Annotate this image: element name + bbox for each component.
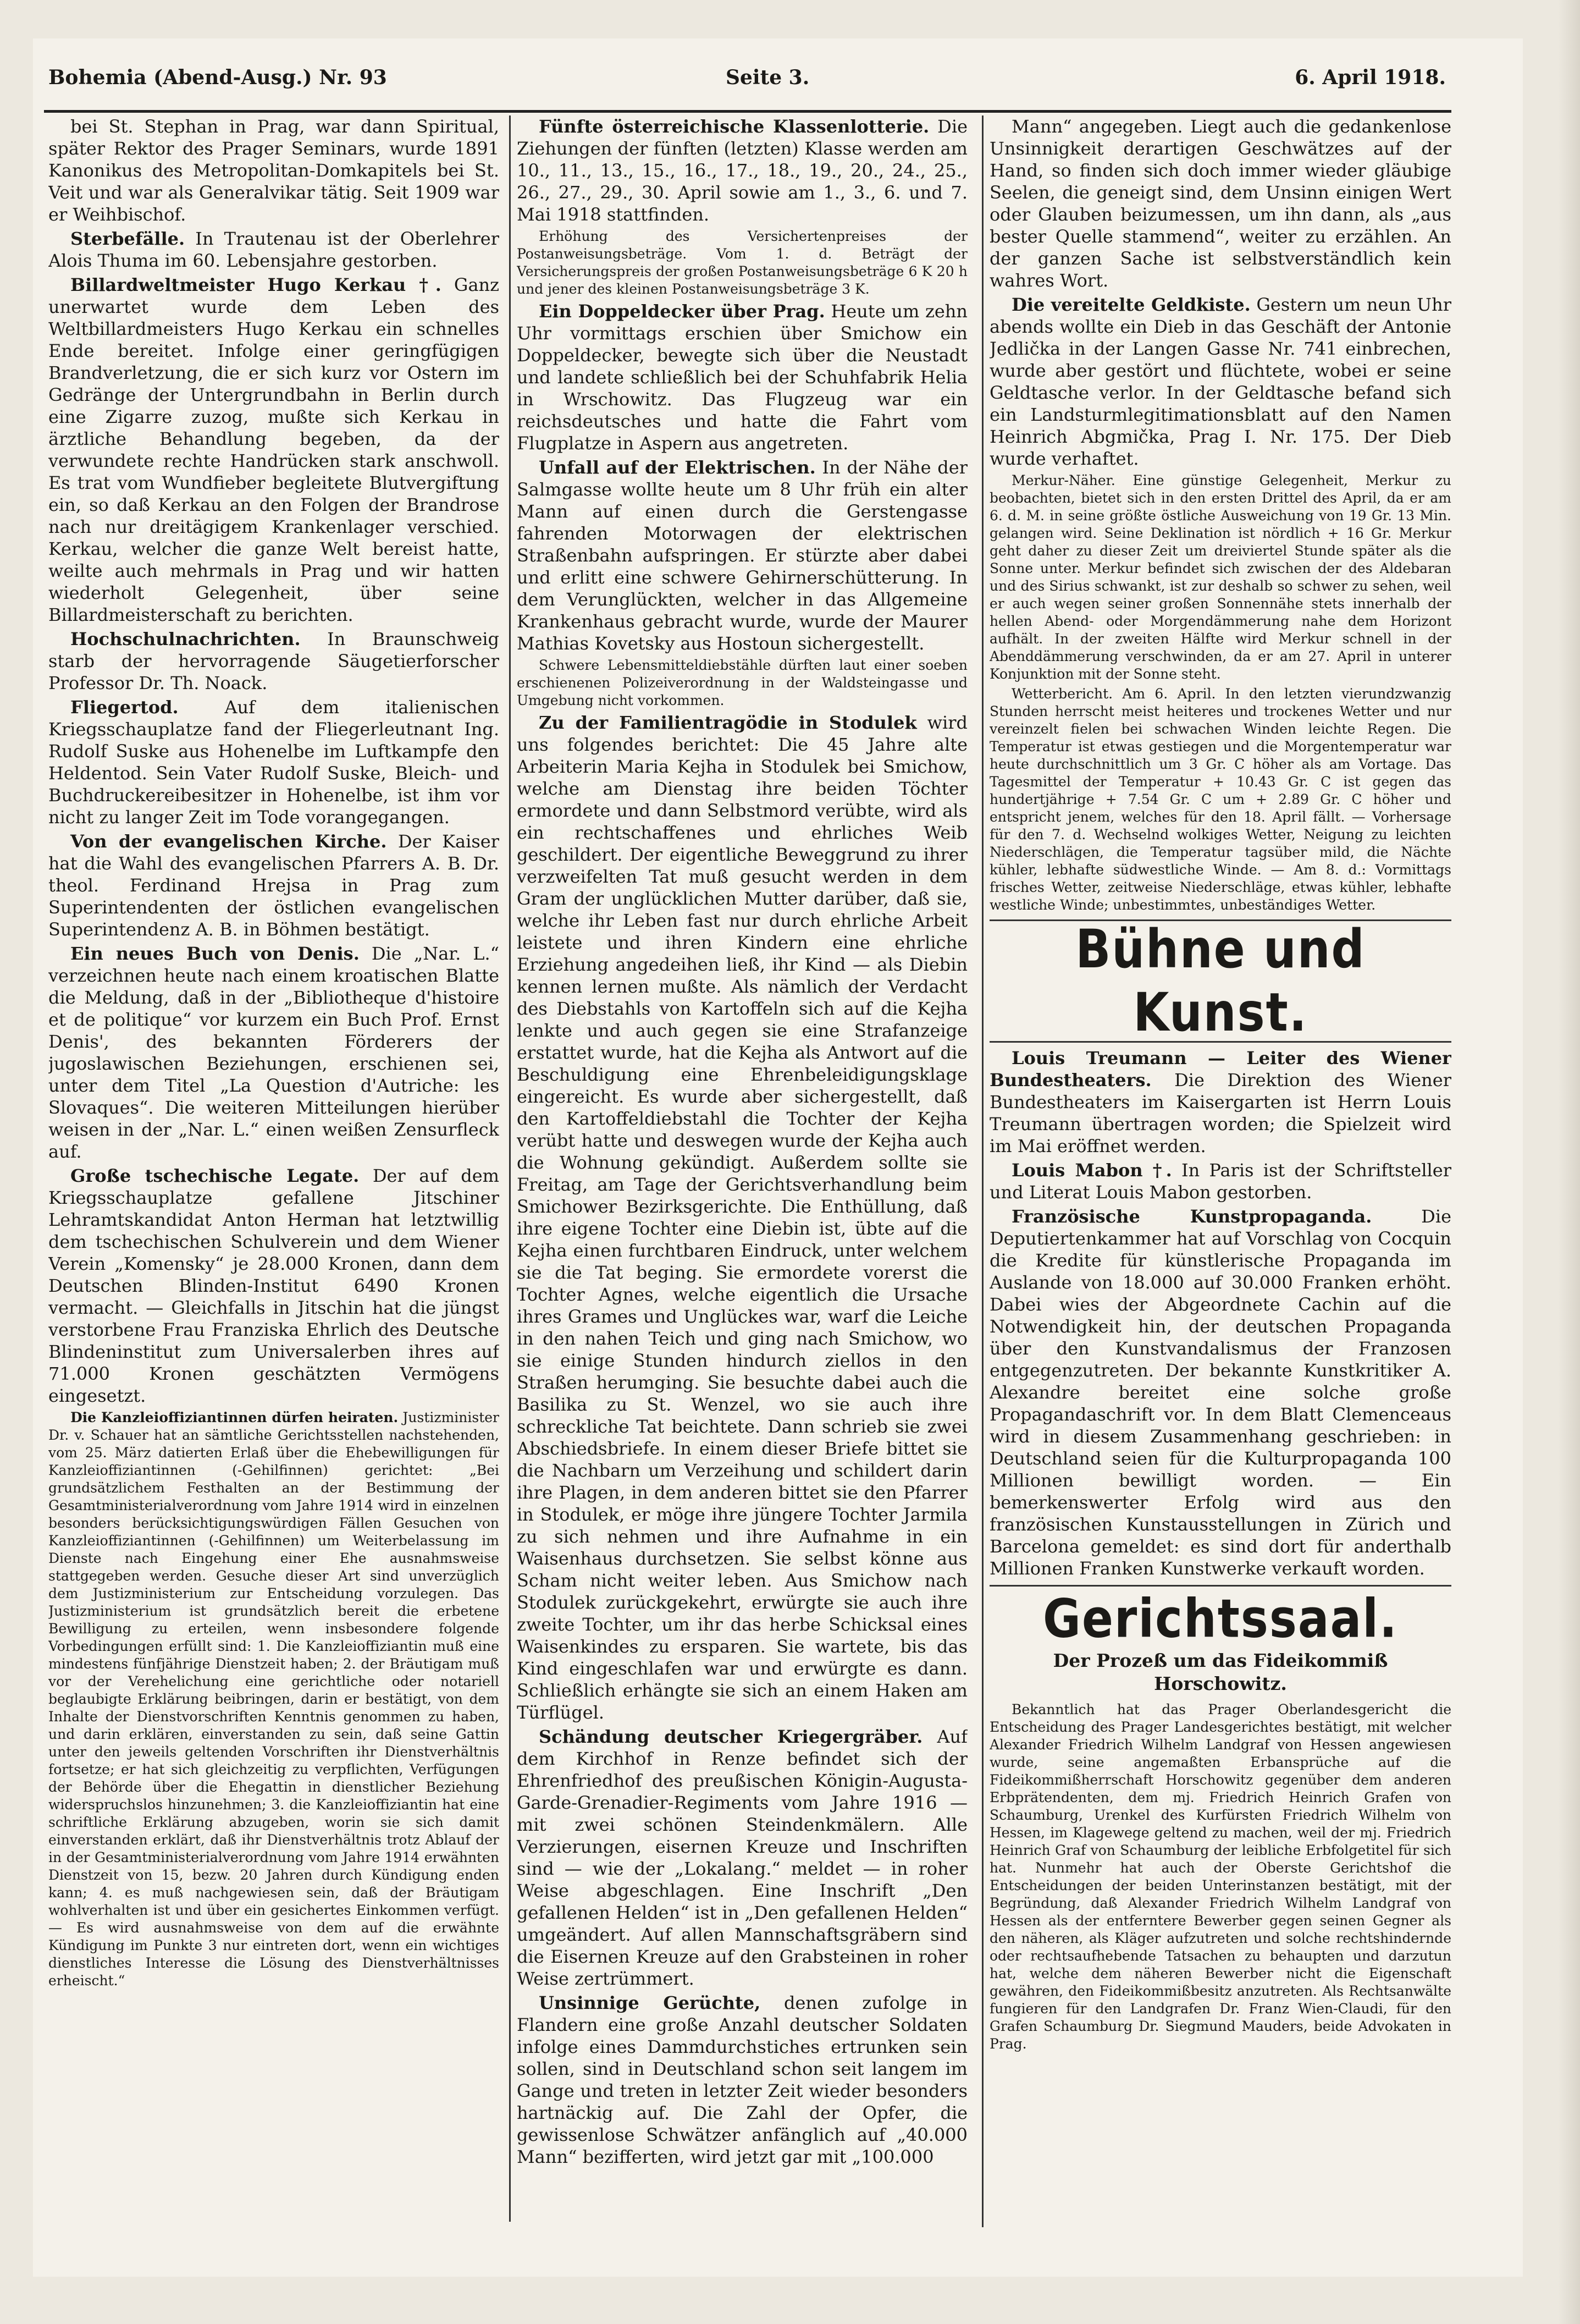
article-paragraph bbox=[48, 696, 499, 828]
article-headline: Louis Mabon †. bbox=[1012, 1160, 1172, 1181]
article-text: wird uns folgendes berichtet: Die 45 Jahre alte Arbeiterin Maria Kejha in Stodulek bei Smichow, welche am Dienstag ihre beiden Töchter ermordete und dann Selbstmord verübte, wird als ein rechtschaffenes und ehrliches Weib geschildert. Der eigentliche Beweggrund zu ihrer verzweifelten Tat muß gesucht werden in dem Gram der unglücklichen Mutter darüber, daß sie, welche ihr Leben fast nur durch ehrliche Arbeit leistete und ihren Kindern eine ehrliche Erziehung angedeihen ließ, ihr Kind — als Diebin kennen lernen mußte. Als nämlich der Verdacht des Diebstahls von Kartoffeln sich auf die Kejha lenkte und auch gegen sie eine Strafanzeige erstattet wurde, hat die Kejha als Antwort auf die Beschuldigung eine Ehrenbeleidigungsklage eingereicht. Es wurde aber sichergestellt, daß den Kartoffeldiebstahl die Tochter der Kejha verübt hatte und deswegen wurde der Kejha auch die Wohnung gekündigt. Außerdem sollte sie Freitag, am Tage der Gerichtsverhandlung beim Smichower Bezirksgerichte. Die Enthüllung, daß ihre eigene Tochter eine Diebin ist, übte auf die Kejha einen furchtbaren Eindruck, unter welchem sie die Tat beging. Sie ermordete vorerst die Tochter Agnes, welche eigentlich die Ursache ihres Grames und Unglückes war, warf die Leiche in den nahen Teich und ging nach Smichow, wo sie einige Stunden hindurch ziellos in den Straßen herumging. Sie besuchte dabei auch die Basilika zu St. Wenzel, wo sie auch ihre schreckliche Tat beichtete. Dann schrieb sie zwei Abschiedsbriefe. In einem dieser Briefe bittet sie die Nachbarn um Verzeihung und schildert darin ihre Plagen, in dem anderen bittet sie den Pfarrer in Stodulek, er möge ihre jüngere Tochter Jarmila zu sich nehmen und ihre Aufnahme in ein Waisenhaus durchsetzen. Sie selbst könne aus Scham nicht weiter leben. Aus Smichow nach Stodulek zurückgekehrt, erwürgte sie auch ihre zweite Tochter, um ihr das herbe Schicksal eines Waisenkindes zu ersparen. Sie wartete, bis das Kind eingeschlafen war und erwürgte es dann. Schließlich erhängte sie sich an einem Haken am Türflügel. bbox=[517, 712, 968, 1723]
article-paragraph bbox=[990, 294, 1451, 470]
article-paragraph bbox=[517, 456, 968, 654]
article-text: In der Nähe der Salmgasse wollte heute um 8 Uhr früh ein alter Mann auf einen durch die Gerstengasse fahrenden Motorwagen der elektrischen Straßenbahn aufspringen. Er stürzte aber dabei und erlitt eine schwere Gehirnerschütterung. In dem Verunglückten, welcher in das Allgemeine Krankenhaus gebracht wurde, wurde der Maurer Mathias Kovetsky aus Hostoun sichergestellt. bbox=[517, 457, 968, 654]
column-divider bbox=[982, 115, 984, 2227]
col2-articles bbox=[517, 115, 968, 2168]
article-paragraph bbox=[48, 274, 499, 626]
header-page-number: Seite 3. bbox=[726, 66, 810, 89]
article-headline: Zu der Familientragödie in Stodulek bbox=[539, 712, 917, 733]
article-text: Auf dem italienischen Kriegsschauplatze fand der Fliegerleutnant Ing. Rudolf Suske aus Hohenelbe im Luftkampfe den Heldentod. Sein Vater Rudolf Suske, Bleich- und Buchdruckereibesitzer in Hohenelbe, ist ihm vor nicht zu langer Zeit im Tode vorangegangen. bbox=[48, 697, 499, 828]
article-text: Mann“ angegeben. Liegt auch die gedankenlose Unsinnigkeit derartigen Geschwätzes auf der Hand, so finden sich doch immer wieder gläubige Seelen, die geneigt sind, dem Unsinn einigen Wert oder Glauben beizumessen, um ihn dann, als „aus bester Quelle stammend“, weiter zu erzählen. An der ganzen Sache ist selbstverständlich kein wahres Wort. bbox=[990, 116, 1451, 291]
article-text: Heute um zehn Uhr vormittags erschien über Smichow ein Doppeldecker, bewegte sich über die Neustadt und landete schließlich bei der Schuhfabrik Helia in Wrschowitz. Das Flugzeug war ein reichsdeutsches und hatte die Fahrt vom Flugplatze in Aspern aus angetreten. bbox=[517, 301, 968, 454]
article-paragraph bbox=[990, 1047, 1451, 1157]
article-text: Der auf dem Kriegsschauplatze gefallene Jitschiner Lehramtskandidat Anton Herman hat letztwillig dem tschechischen Schulverein und dem Wiener Verein „Komensky“ je 28.000 Kronen, dann dem Deutschen Blinden-Institut 6490 Kronen vermacht. — Gleichfalls in Jitschin hat die jüngst verstorbene Frau Franziska Ehrlich des Deutsche Blindeninstitut zum Universalerben ihres auf 71.000 Kronen geschätzten Vermögens eingesetzt. bbox=[48, 1165, 499, 1406]
article-headline: Ein neues Buch von Denis. bbox=[70, 943, 360, 964]
article-headline: Französische Kunstpropaganda. bbox=[1012, 1206, 1372, 1227]
article-paragraph bbox=[990, 1701, 1451, 2053]
page-header bbox=[33, 60, 1523, 99]
article-text: Ganz unerwartet wurde dem Leben des Weltbillardmeisters Hugo Kerkau ein schnelles Ende bereitet. Infolge einer geringfügigen Brandverletzung, die er sich kurz vor Ostern im Gedränge der Untergrundbahn in Berlin durch eine Zigarre zuzog, mußte sich Kerkau in ärztliche Behandlung begeben, da der verwundete rechte Handrücken stark anschwoll. Es trat vom Wundfieber begleitete Blutvergiftung ein, so daß Kerkau an den Folgen der Brandrose nach nur dreitägigem Krankenlager verschied. Kerkau, welcher die ganze Welt bereist hatte, weilte auch mehrmals in Prag und wir hatten wiederholt Gelegenheit, über seine Billardmeisterschaft zu berichten. bbox=[48, 274, 499, 625]
column-divider bbox=[509, 115, 511, 2222]
article-paragraph bbox=[48, 228, 499, 272]
article-paragraph bbox=[48, 1165, 499, 1407]
article-text: Erhöhung des Versichertenpreises der Postanweisungsbeträge. Vom 1. d. Beträgt der Versicherungspreis der großen Postanweisungsbeträge 6 K 20 h und jener des kleinen Postanweisungsbeträge 3 K. bbox=[517, 228, 968, 297]
article-headline: Louis Treumann — Leiter des Wiener Bundestheaters. bbox=[990, 1048, 1451, 1091]
article-headline: Unfall auf der Elektrischen. bbox=[539, 457, 816, 478]
article-headline: Billardweltmeister Hugo Kerkau †. bbox=[70, 274, 441, 295]
article-title-fideikommiss: Der Prozeß um das Fideikommiß Horschowitz. bbox=[1053, 1650, 1388, 1694]
article-paragraph bbox=[517, 115, 968, 225]
article-headline: Fünfte österreichische Klassenlotterie. bbox=[539, 116, 930, 137]
header-date: 6. April 1918. bbox=[1295, 66, 1446, 89]
article-text: In Paris ist der Schriftsteller und Literat Louis Mabon gestorben. bbox=[990, 1160, 1451, 1203]
article-headline: Die Kanzleioffiziantinnen dürfen heiraten. bbox=[70, 1409, 399, 1425]
header-masthead: Bohemia (Abend-Ausg.) Nr. 93 bbox=[48, 66, 387, 89]
article-text: Bekanntlich hat das Prager Oberlandesgericht die Entscheidung des Prager Landesgerichtes bestätigt, mit welcher Alexander Friedrich Wilhelm Landgraf von Hessen angewiesen wurde, seine angemaßten Erbansprüche auf die Fideikommißherrschaft Horschowitz gegenüber dem anderen Erbprätendenten, dem mj. Friedrich Heinrich Grafen von Schaumburg, Urenkel des Kurfürsten Friedrich Wilhelm von Hessen, im Klagewege geltend zu machen, weil der mj. Friedrich Heinrich Graf von Schaumburg der leibliche Erbfolgetitel für sich hat. Nunmehr hat auch der Oberste Gerichtshof die Entscheidungen der beiden Unterinstanzen bestätigt, mit der Begründung, daß Alexander Friedrich Wilhelm Landgraf von Hessen als der entferntere Bewerber gegen seinen Gegner als den näheren, als Kläger aufzutreten und solche rechtshindernde oder rechtsaufhebende Tatsachen zu behaupten und darzutun hat, welche dem näheren Bewerber nicht die Eigenschaft gewähren, den Fideikommißbesitz anzutreten. Als Rechtsanwälte fungieren für den Landgrafen Dr. Franz Wien-Claudi, für den Grafen Schaumburg Dr. Siegmund Mauders, beide Advokaten in Prag. bbox=[990, 1701, 1451, 2052]
scan-edge bbox=[1558, 0, 1580, 2324]
article-text: bei St. Stephan in Prag, war dann Spiritual, später Rektor des Prager Seminars, wurde 1891 Kanonikus des Metropolitan-Domkapitels bei St. Veit und war als Generalvikar tätig. Seit 1909 war er Weihbischof. bbox=[48, 116, 499, 225]
article-paragraph bbox=[48, 628, 499, 694]
gerichtssaal-articles bbox=[990, 1701, 1451, 2053]
article-paragraph bbox=[517, 712, 968, 1723]
article-paragraph bbox=[517, 300, 968, 454]
article-paragraph bbox=[48, 1409, 499, 1990]
header-rule bbox=[44, 110, 1451, 113]
article-text: In Trautenau ist der Oberlehrer Alois Thuma im 60. Lebensjahre gestorben. bbox=[48, 228, 499, 271]
article-text: Justizminister Dr. v. Schauer hat an sämtliche Gerichtsstellen nachstehenden, vom 25. März datierten Erlaß über die Ehebewilligungen für Kanzleioffiziantinnen (-Gehilfinnen) gerichtet: „Bei grundsätzlichem Festhalten an der Bestimmung der Gesamtministerialverordnung vom Jahre 1914 wird in einzelnen besonders berücksichtigungswürdigen Fällen Gesuchen von Kanzleioffiziantinnen (-Gehilfinnen) um Weiterbelassung im Dienste nach Eingehung einer Ehe ausnahmsweise stattgegeben werden. Gesuche dieser Art sind unverzüglich dem Justizministerium zur Entscheidung vorzulegen. Das Justizministerium ist grundsätzlich bereit die erbetene Bewilligung zu erteilen, wenn insbesondere folgende Vorbedingungen erfüllt sind: 1. Die Kanzleioffiziantin muß eine mindestens fünfjährige Dienstzeit haben; 2. der Bräutigam muß vor der Verehelichung eine gerichtliche oder notariell beglaubigte Erklärung beibringen, darin er bestätigt, von dem Inhalte der Dienstvorschriften Kenntnis genommen zu haben, und darin erklären, einverstanden zu sein, daß seine Gattin unter den jeweils geltenden Vorschriften ihr Dienstverhältnis fortsetze; er hat sich gleichzeitig zu verpflichten, Verfügungen der Behörde über die Ehegattin in dienstlicher Beziehung widerspruchslos hinzunehmen; 3. die Kanzleioffiziantin hat eine schriftliche Erklärung abzugeben, worin sie sich damit einverstanden erklärt, daß ihr Dienstverhältnis trotz Ablauf der in der Gesamtministerialverordnung vom Jahre 1914 erwähnten Dienstzeit von 15, bezw. 20 Jahren durch Kündigung enden kann; 4. es muß nachgewiesen sein, daß der Bräutigam wohlverhalten ist und über ein gesichertes Einkommen verfügt. — Es wird ausnahmsweise von dem auf die erwähnte Kündigung im Punkte 3 nur eintreten dort, wenn ein wichtiges dienstliches Interesse die Lösung des Dienstverhältnisses erheischt.“ bbox=[48, 1409, 499, 1989]
article-text: Die „Nar. L.“ verzeichnen heute nach einem kroatischen Blatte die Meldung, daß in der „Bibliotheque d'histoire et de politique“ vor kurzem ein Buch Prof. Ernst Denis', des bekannten Förderers der jugoslawischen Beziehungen, erschienen sei, unter dem Titel „La Question d'Autriche: les Slovaques“. Die weiteren Mitteilungen hierüber weisen in der „Nar. L.“ einen weißen Zensurfleck auf. bbox=[48, 943, 499, 1162]
buehne-articles bbox=[990, 1047, 1451, 1579]
article-text: Die Deputiertenkammer hat auf Vorschlag von Cocquin die Kredite für künstlerische Propaganda im Auslande von 18.000 auf 30.000 Franken erhöht. Dabei wies der Abgeordnete Cachin auf die Notwendigkeit hin, der deutschen Propaganda über den Kunstvandalismus der Franzosen entgegenzutreten. Der bekannte Kunstkritiker A. Alexandre bereitet eine solche große Propagandaschrift vor. In dem Blatt Clemenceaus wird in diesem Zusammenhang geschrieben: in Deutschland seien für die Kulturpropaganda 100 Millionen bewilligt worden. — Ein bemerkenswerter Erfolg wird aus den französischen Kunstausstellungen in Zürich und Barcelona gemeldet: es sind dort für anderthalb Millionen Franken Kunstwerke verkauft worden. bbox=[990, 1206, 1451, 1579]
article-text: Der Kaiser hat die Wahl des evangelischen Pfarrers A. B. Dr. theol. Ferdinand Hrejsa in Prag zum Superintendenten der östlichen evangelischen Superintendenz A. B. in Böhmen bestätigt. bbox=[48, 831, 499, 940]
article-paragraph bbox=[48, 830, 499, 940]
article-text: Wetterbericht. Am 6. April. In den letzten vierundzwanzig Stunden herrscht meist heiteres und trockenes Wetter und nur vereinzelt fielen bei schwachen Winden leichte Regen. Die Temperatur ist etwas gestiegen und die Morgentemperatur war heute durchschnittlich um 3 Gr. C höher als am Vortage. Das Tagesmittel der Temperatur + 10.43 Gr. C ist gegen das hundertjährige + 7.54 Gr. C um + 2.89 Gr. C höher und entspricht jenem, welches für den 18. April fällt. — Vorhersage für den 7. d. Wechselnd wolkiges Wetter, Neigung zu leichten Niederschlägen, die Temperatur tagsüber mild, die Nächte kühler, lebhafte südwestliche Winde. — Am 8. d.: Vormittags frisches Wetter, zeitweise Niederschläge, etwas kühler, lebhafte westliche Winde; unbestimmtes, unbeständiges Wetter. bbox=[990, 686, 1451, 913]
section-title-buehne-und-kunst: Bühne und Kunst. bbox=[1075, 918, 1366, 1043]
article-paragraph bbox=[517, 657, 968, 709]
article-paragraph bbox=[990, 1159, 1451, 1203]
article-headline: Ein Doppeldecker über Prag. bbox=[539, 301, 825, 322]
article-headline: Große tschechische Legate. bbox=[70, 1165, 360, 1186]
article-text: In Braunschweig starb der hervorragende Säugetierforscher Professor Dr. Th. Noack. bbox=[48, 629, 499, 693]
column-3 bbox=[990, 115, 1451, 2227]
col1-small-articles bbox=[48, 1409, 499, 1990]
column-2 bbox=[517, 115, 968, 2227]
article-paragraph bbox=[517, 1992, 968, 2168]
article-text: Gestern um neun Uhr abends wollte ein Dieb in das Geschäft der Antonie Jedlička in der Langen Gasse Nr. 741 einbrechen, wurde aber gestört und flüchtete, wobei er seine Geldtasche verlor. In der Geldtasche befand sich ein Landsturmlegitimationsblatt auf den Namen Heinrich Abgmička, Prag I. Nr. 175. Der Dieb wurde verhaftet. bbox=[990, 294, 1451, 469]
article-paragraph bbox=[517, 228, 968, 298]
article-headline: Sterbefälle. bbox=[70, 228, 185, 249]
col1-articles bbox=[48, 115, 499, 1407]
article-text: Die Direktion des Wiener Bundestheaters im Kaisergarten ist Herrn Louis Treumann übertragen worden; die Spielzeit wird im Mai eröffnet werden. bbox=[990, 1070, 1451, 1157]
article-paragraph bbox=[48, 943, 499, 1163]
article-headline: Schändung deutscher Kriegergräber. bbox=[539, 1726, 923, 1747]
article-paragraph bbox=[990, 472, 1451, 683]
newspaper-page bbox=[33, 38, 1523, 2277]
article-text: Die Ziehungen der fünften (letzten) Klasse werden am 10., 11., 13., 15., 16., 17., 18., 19., 20., 24., 25., 26., 27., 29., 30. April sowie am 1., 3., 6. und 7. Mai 1918 stattfinden. bbox=[517, 116, 968, 225]
article-paragraph bbox=[48, 115, 499, 225]
article-headline: Die vereitelte Geldkiste. bbox=[1012, 294, 1251, 315]
article-text: Auf dem Kirchhof in Renze befindet sich der Ehrenfriedhof des preußischen Königin-Augusta-Garde-Grenadier-Regiments vom Jahre 1916 — mit zwei schönen Steindenkmälern. Alle Verzierungen, eisernen Kreuze und Inschriften sind — wie der „Lokalang.“ meldet — in roher Weise abgeschlagen. Eine Inschrift „Den gefallenen Helden“ ist in „Den gefallenen Helden“ umgeändert. Auf allen Mannschaftsgräbern sind die Eisernen Kreuze auf den Grabsteinen in roher Weise zertrümmert. bbox=[517, 1726, 968, 1989]
article-text: denen zufolge in Flandern eine große Anzahl deutscher Soldaten infolge eines Dammdurchstiches ertrunken sein sollen, sind in Deutschland schon seit langem im Gange und treten in letzter Zeit wieder besonders hartnäckig auf. Die Zahl der Opfer, die gewissenlose Schwätzer anfänglich auf „40.000 Mann“ bezifferten, wird jetzt gar mit „100.000 bbox=[517, 1992, 968, 2167]
column-1 bbox=[48, 115, 499, 2222]
article-paragraph bbox=[990, 685, 1451, 914]
article-headline: Fliegertod. bbox=[70, 697, 179, 718]
article-headline: Hochschulnachrichten. bbox=[70, 629, 301, 649]
article-paragraph bbox=[517, 1726, 968, 1990]
col3-articles bbox=[990, 115, 1451, 914]
article-headline: Unsinnige Gerüchte, bbox=[539, 1992, 761, 2013]
article-paragraph bbox=[990, 115, 1451, 291]
article-text: Merkur-Näher. Eine günstige Gelegenheit, Merkur zu beobachten, bietet sich in den ersten Drittel des April, da er am 6. d. M. in seine größte östliche Ausweichung von 19 Gr. 13 Min. gelangen wird. Seine Deklination ist nördlich + 16 Gr. Merkur geht daher zu dieser Zeit um dreiviertel Stunde später als die Sonne unter. Merkur befindet sich zwischen der des Aldebaran und des Sirius schwankt, ist zur deshalb so schwer zu sehen, weil er auch wegen seiner großen Sonnennähe stets innerhalb der hellen Abend- oder Morgendämmerung nahe dem Horizont aufhält. In der zweiten Hälfte wird Merkur schnell in der Abenddämmerung verschwinden, da er am 27. April in unterer Konjunktion mit der Sonne steht. bbox=[990, 472, 1451, 682]
section-title-gerichtssaal: Gerichtssaal. bbox=[1043, 1587, 1398, 1650]
article-text: Schwere Lebensmitteldiebstähle dürften laut einer soeben erschienenen Polizeiverordnung in der Waldsteingasse und Umgebung nicht vorkommen. bbox=[517, 657, 968, 708]
article-headline: Von der evangelischen Kirche. bbox=[70, 831, 387, 852]
article-paragraph bbox=[990, 1205, 1451, 1579]
